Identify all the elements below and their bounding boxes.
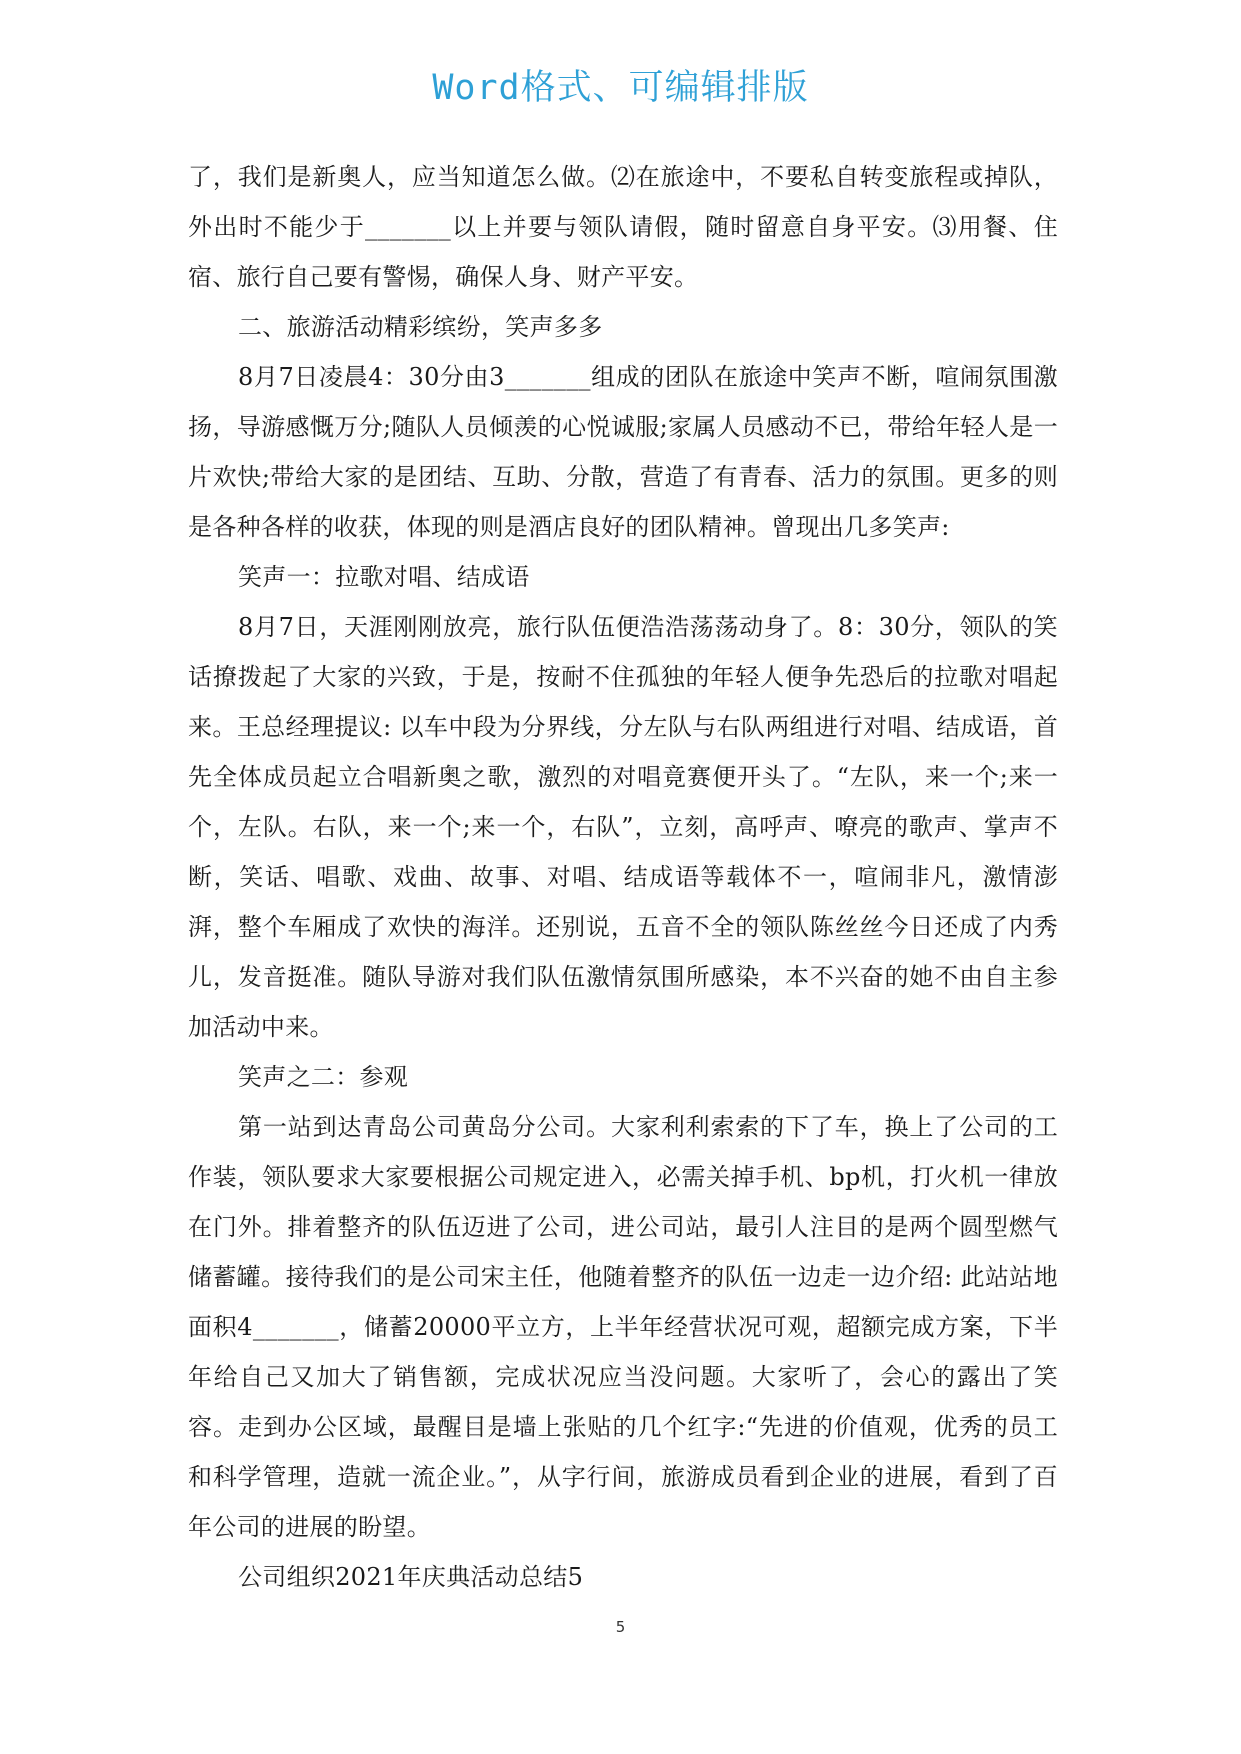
document-body bbox=[188, 152, 1058, 1602]
page-number: 5 bbox=[615, 1618, 626, 1636]
paragraph-visit: 第一站到达青岛公司黄岛分公司。大家利利索索的下了车，换上了公司的工作装，领队要求大家要根据公司规定进入，必需关掉手机、bp机，打火机一律放在门外。排着整齐的队伍迈进了公司，进公司站，最引人注目的是两个圆型燃气储蓄罐。接待我们的是公司宋主任，他随着整齐的队伍一边走一边介绍: 此站站地面积4_______，储蓄20000平立方，上半年经营状况可观，超额完成方案，下半年给自己又加大了销售额，完成状况应当没问题。大家听了，会心的露出了笑容。走到办公区域，最醒目是墙上张贴的几个红字:“先进的价值观，优秀的员工和科学管理，造就一流企业。”，从字行间，旅游成员看到企业的进展，看到了百年公司的进展的盼望。 bbox=[188, 1113, 1058, 1541]
paragraph-departure: 8月7日凌晨4：30分由3_______组成的团队在旅途中笑声不断，喧闹氛围激扬，导游感慨万分;随队人员倾羡的心悦诚服;家属人员感动不已，带给年轻人是一片欢快;带给大家的是团结、互助、分散，营造了有青春、活力的氛围。更多的则是各种各样的收获，体现的则是酒店良好的团队精神。曾现出几多笑声: bbox=[188, 363, 1058, 541]
subheading-laughter-two: 笑声之二：参观 bbox=[238, 1063, 409, 1091]
section-title-summary: 公司组织2021年庆典活动总结5 bbox=[238, 1563, 584, 1591]
header-title: Word格式、可编辑排版 bbox=[432, 68, 809, 108]
paragraph-singing: 8月7日，天涯刚刚放亮，旅行队伍便浩浩荡荡动身了。8：30分，领队的笑话撩拨起了大家的兴致，于是，按耐不住孤独的年轻人便争先恐后的拉歌对唱起来。王总经理提议: 以车中段为分界线，分左队与右队两组进行对唱、结成语，首先全体成员起立合唱新奥之歌，激烈的对唱竟赛便开头了。“左队，来一个;来一个，左队。右队，来一个;来一个，右队”，立刻，高呼声、嘹亮的歌声、掌声不断，笑话、唱歌、戏曲、故事、对唱、结成语等载体不一，喧闹非凡，激情澎湃，整个车厢成了欢快的海洋。还别说，五音不全的领队陈丝丝今日还成了内秀儿，发音挺准。随队导游对我们队伍激情氛围所感染，本不兴奋的她不由自主参加活动中来。 bbox=[188, 613, 1058, 1041]
section-heading-tourism: 二、旅游活动精彩缤纷，笑声多多 bbox=[238, 313, 603, 341]
subheading-laughter-one: 笑声一：拉歌对唱、结成语 bbox=[238, 563, 530, 591]
paragraph-continuation: 了，我们是新奥人，应当知道怎么做。⑵在旅途中，不要私自转变旅程或掉队，外出时不能少于_______以上并要与领队请假，随时留意自身平安。⑶用餐、住宿、旅行自己要有警惕，确保人身、财产平安。 bbox=[188, 163, 1058, 291]
